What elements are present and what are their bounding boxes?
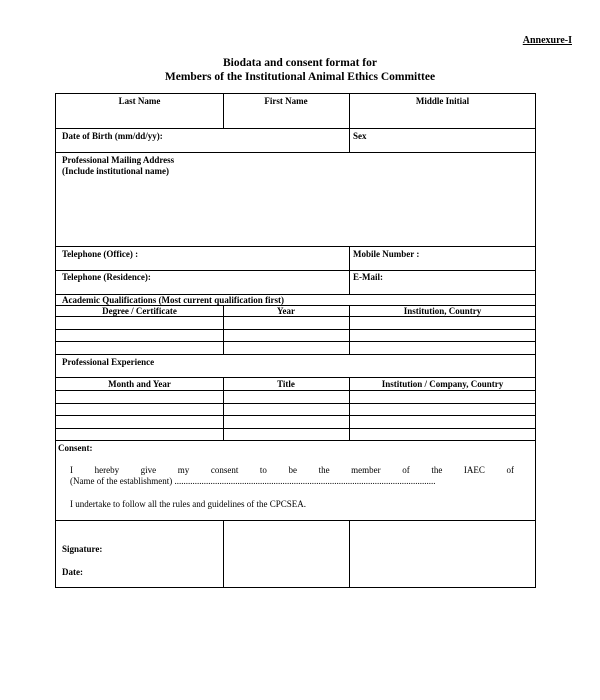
divider — [223, 520, 224, 588]
form-title-line1: Biodata and consent format for — [223, 57, 377, 69]
divider — [56, 246, 535, 247]
divider — [56, 128, 535, 129]
sex-label: Sex — [353, 131, 367, 141]
divider — [56, 152, 535, 153]
consent-line3: I undertake to follow all the rules and guidelines of the CPCSEA. — [70, 499, 306, 509]
address-label-line2: (Include institutional name) — [62, 166, 170, 176]
divider — [56, 270, 535, 271]
middle-initial-label: Middle Initial — [415, 96, 470, 106]
experience-col-title: Title — [277, 379, 295, 389]
divider — [56, 390, 535, 391]
experience-col-month-year: Month and Year — [108, 379, 171, 389]
address-label-line1: Professional Mailing Address — [62, 155, 175, 165]
divider — [56, 415, 535, 416]
divider — [56, 520, 535, 521]
consent-heading: Consent: — [58, 443, 93, 453]
divider — [349, 128, 350, 152]
annexure-label: Annexure-I — [522, 35, 572, 46]
divider — [56, 354, 535, 355]
first-name-label: First Name — [264, 96, 308, 106]
signature-label: Signature: — [62, 544, 103, 554]
divider — [349, 520, 350, 588]
last-name-label: Last Name — [118, 96, 161, 106]
email-label: E-Mail: — [353, 272, 383, 282]
divider — [56, 329, 535, 330]
experience-heading: Professional Experience — [62, 357, 155, 367]
academic-col-institution: Institution, Country — [403, 306, 482, 316]
consent-line2: (Name of the establishment) .................................................................................................................... — [70, 476, 436, 486]
divider — [223, 94, 224, 128]
form-title-line2: Members of the Institutional Animal Ethics Committee — [164, 71, 436, 83]
divider — [223, 377, 224, 440]
divider — [223, 305, 224, 354]
divider — [349, 377, 350, 440]
divider — [56, 341, 535, 342]
divider — [56, 377, 535, 378]
mobile-number-label: Mobile Number : — [353, 249, 420, 259]
consent-line1: I hereby give my consent to be the member of the IAEC of — [70, 465, 514, 475]
academic-col-degree: Degree / Certificate — [102, 306, 177, 316]
biodata-form — [55, 93, 536, 588]
date-label: Date: — [62, 567, 83, 577]
telephone-residence-label: Telephone (Residence): — [62, 272, 151, 282]
academic-col-year: Year — [277, 306, 295, 316]
divider — [349, 305, 350, 354]
dob-label: Date of Birth (mm/dd/yy): — [62, 131, 163, 141]
divider — [56, 403, 535, 404]
experience-col-institution: Institution / Company, Country — [381, 379, 504, 389]
divider — [56, 440, 535, 441]
academic-heading: Academic Qualifications (Most current qualification first) — [62, 295, 285, 305]
divider — [56, 428, 535, 429]
divider — [349, 94, 350, 128]
telephone-office-label: Telephone (Office) : — [62, 249, 139, 259]
divider — [56, 316, 535, 317]
